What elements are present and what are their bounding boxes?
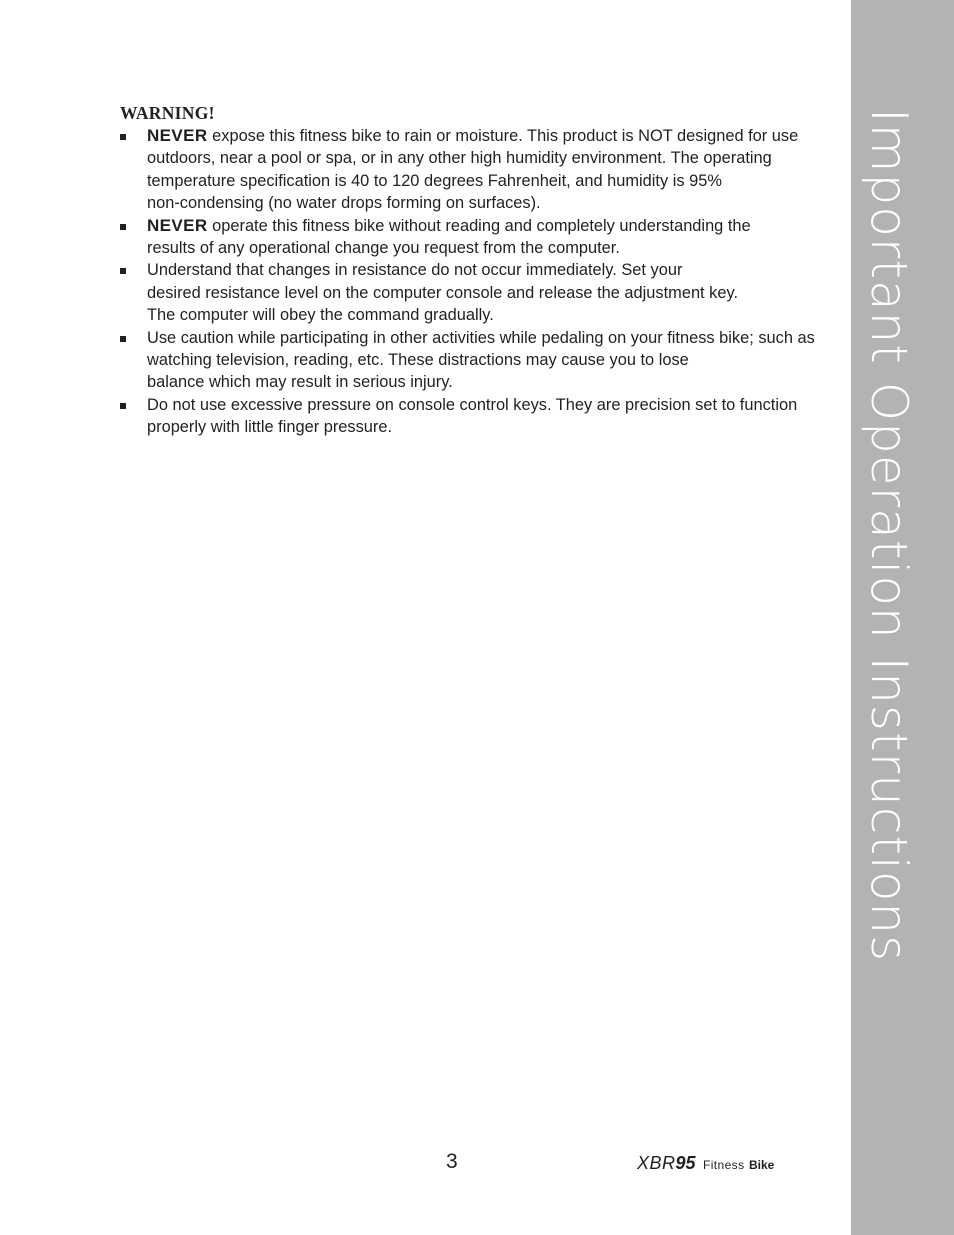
brand-fitness: Fitness <box>703 1158 745 1172</box>
brand-bike: Bike <box>748 1158 775 1172</box>
warning-line: temperature specification is 40 to 120 degrees Fahrenheit, and humidity is 95% <box>147 171 722 190</box>
section-title: Important Operation Instructions <box>860 108 918 963</box>
warning-lead: NEVER <box>147 215 208 235</box>
warning-line: Use caution while participating in other activities while pedaling on your fitness bike; such as <box>147 328 815 347</box>
warning-line: The computer will obey the command gradually. <box>147 306 494 325</box>
warning-item <box>120 327 825 394</box>
warning-line: non-condensing (no water drops forming on surfaces). <box>147 194 541 213</box>
brand-number: 95 <box>675 1153 696 1173</box>
warning-line: watching television, reading, etc. These distractions may cause you to lose <box>147 351 689 370</box>
warning-line: desired resistance level on the computer console and release the adjustment key. <box>147 283 739 302</box>
bullet-square-icon <box>120 224 126 230</box>
warning-heading: WARNING! <box>120 103 215 123</box>
warning-section <box>120 103 825 439</box>
warning-item <box>120 259 825 326</box>
warning-lead: NEVER <box>147 126 208 145</box>
warning-line: Understand that changes in resistance do not occur immediately. Set your <box>147 261 683 280</box>
warning-item <box>120 215 825 260</box>
warning-item <box>120 394 825 439</box>
warning-line: Do not use excessive pressure on console control keys. They are precision set to function <box>147 395 798 414</box>
warning-item <box>120 125 825 215</box>
warning-line: outdoors, near a pool or spa, or in any other high humidity environment. The operating <box>147 149 772 168</box>
warning-line: balance which may result in serious injury. <box>147 373 453 392</box>
warning-list <box>120 125 825 439</box>
warning-line: NEVER expose this fitness bike to rain or moisture. This product is NOT designed for use <box>147 126 799 145</box>
brand-model: XBR <box>637 1153 676 1173</box>
bullet-square-icon <box>120 336 126 342</box>
bullet-square-icon <box>120 134 126 140</box>
bullet-square-icon <box>120 268 126 274</box>
warning-line: NEVER operate this fitness bike without reading and completely understanding the <box>147 215 751 235</box>
warning-line: results of any operational change you request from the computer. <box>147 239 620 258</box>
bullet-square-icon <box>120 403 126 409</box>
footer-brand-logo <box>637 1153 774 1174</box>
warning-line: properly with little finger pressure. <box>147 418 393 437</box>
page-number: 3 <box>446 1150 458 1173</box>
